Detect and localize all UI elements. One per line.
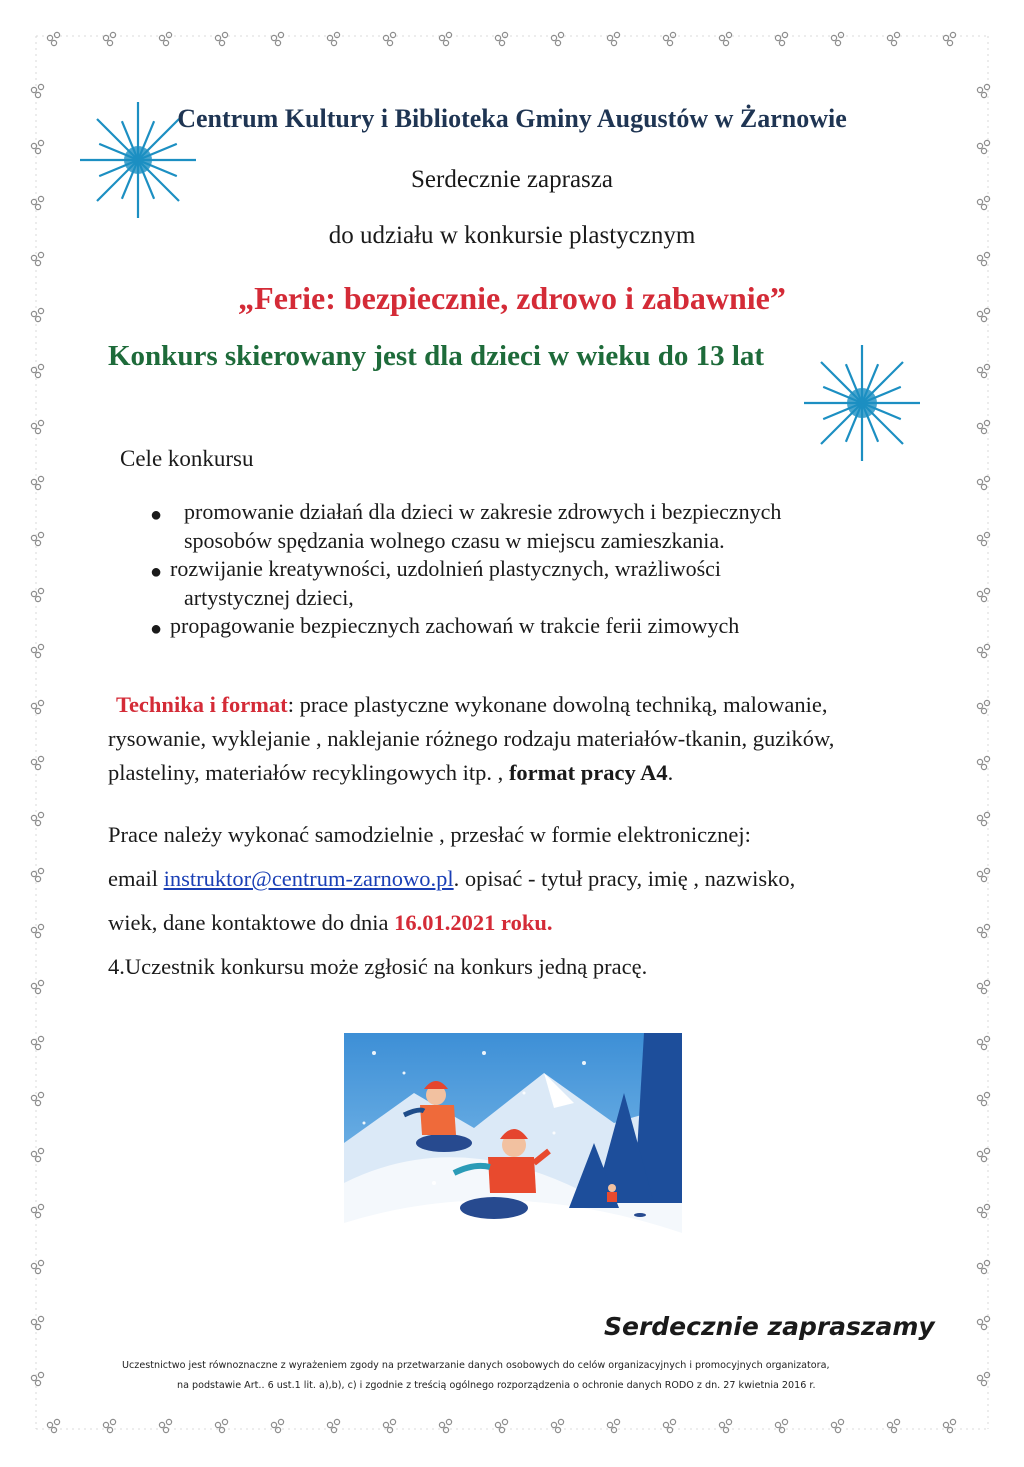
goals-heading: Cele konkursu [120,446,254,471]
format-label: format pracy A4 [508,760,668,785]
participation-line: do udziału w konkursie plastycznym [328,222,696,249]
technique-text-1: prace plastyczne wykonane dowolną techniką, malowanie, [293,692,828,717]
submission-line-1: Prace należy wykonać samodzielnie , przesłać w formie elektronicznej: [108,822,751,847]
closing-signoff: Serdecznie zapraszamy [604,1312,935,1341]
bullet-icon: ● [150,504,163,526]
submission-line-2 [108,862,928,896]
technique-colon: : [287,692,294,717]
snowflake-icon [792,338,932,468]
format-end: . [667,760,674,785]
invitation-line: Serdecznie zaprasza [411,166,613,193]
deadline-prefix: wiek, dane kontaktowe do dnia [108,910,395,935]
footer-consent-line-2: na podstawie Art.. 6 ust.1 lit. a),b), c) i zgodnie z treścią ogólnego rozporządzenia o ochronie danych RODO z dn. 27 kwietnia 2016 r. [177,1380,816,1391]
deadline-date: 16.01.2021 roku. [394,910,553,935]
technique-paragraph [108,688,928,790]
goal-item-2-line2: artystycznej dzieci, [184,585,354,610]
bullet-icon: ● [150,618,163,640]
winter-sledding-illustration [344,1033,682,1245]
submission-rule: 4.Uczestnik konkursu może zgłosić na konkurs jedną pracę. [108,954,648,979]
goal-item-1-line2: sposobów spędzania wolnego czasu w miejscu zamieszkania. [184,528,725,553]
goal-item-2-line1: rozwijanie kreatywności, uzdolnień plastycznych, wrażliwości [170,556,722,581]
goal-item-1-line1: promowanie działań dla dzieci w zakresie zdrowych i bezpiecznych [184,499,782,524]
email-prefix: email [108,866,164,891]
target-audience: Konkurs skierowany jest dla dzieci w wieku do 13 lat [108,340,765,372]
email-link[interactable]: instruktor@centrum-zarnowo.pl [163,866,454,891]
bullet-icon: ● [150,561,163,583]
technique-label: Technika i format [116,692,288,717]
technique-text-3: plasteliny, materiałów recyklingowych itp. , [108,760,509,785]
goal-item-3-line1: propagowanie bezpiecznych zachowań w trakcie ferii zimowych [170,613,740,638]
organizer-heading: Centrum Kultury i Biblioteka Gminy Augustów w Żarnowie [177,104,847,133]
footer-consent-line-1: Uczestnictwo jest równoznaczne z wyrażeniem zgody na przetwarzanie danych osobowych do celów organizacyjnych i promocyjnych organizatora, [122,1360,830,1371]
submission-line-3 [108,906,928,940]
contest-title: „Ferie: bezpiecznie, zdrowo i zabawnie” [238,280,786,316]
submission-line-2-rest: . opisać - tytuł pracy, imię , nazwisko, [453,866,796,891]
technique-text-2: rysowanie, wyklejanie , naklejanie różnego rodzaju materiałów-tkanin, guzików, [108,726,835,751]
